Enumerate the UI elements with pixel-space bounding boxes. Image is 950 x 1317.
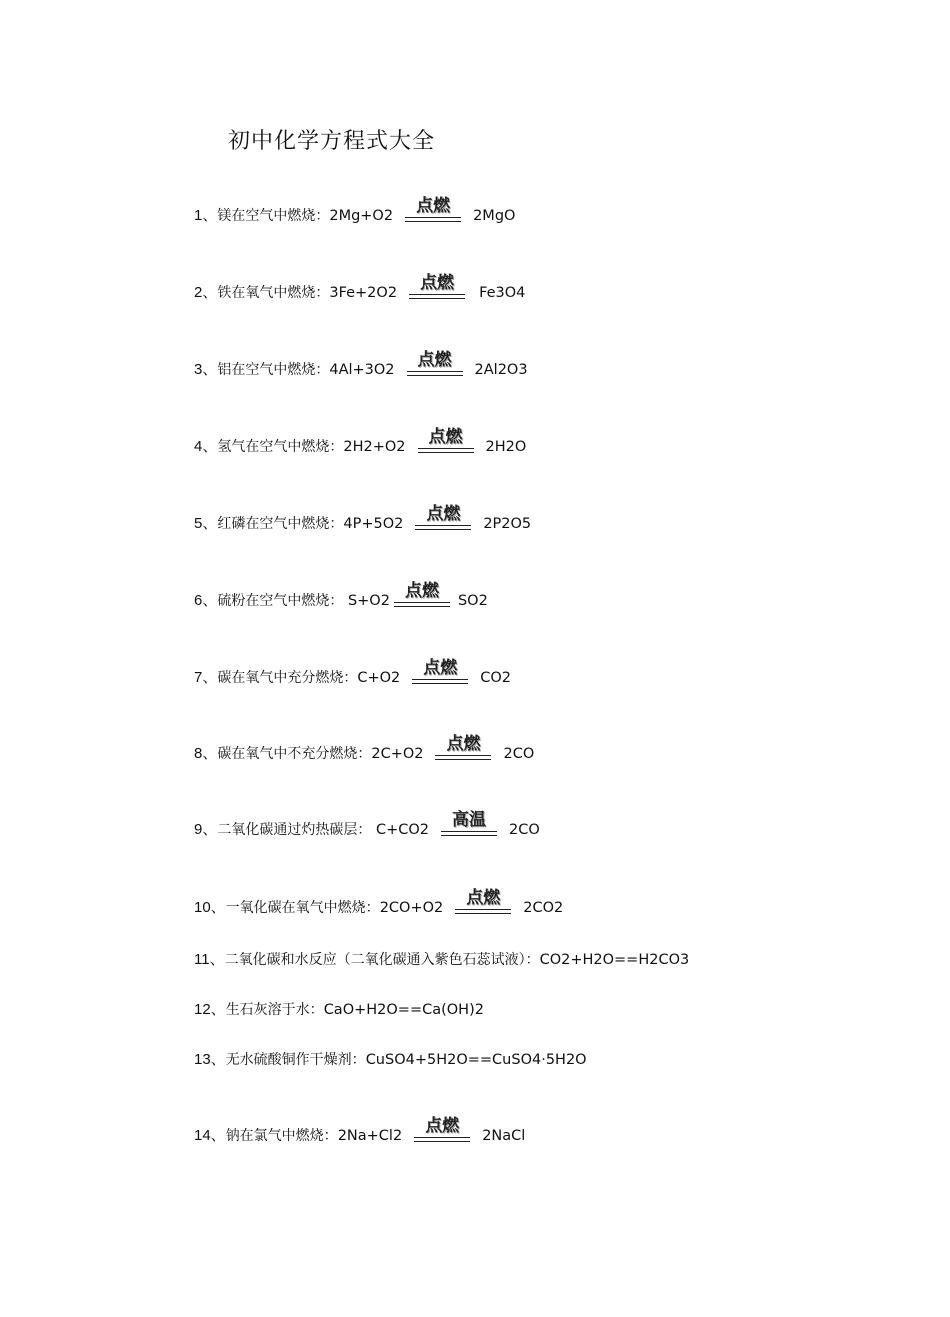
- reactants: S+O2: [343, 593, 390, 609]
- reaction-condition: [409, 273, 465, 299]
- equation-number: 3、: [194, 361, 218, 378]
- equation-number: 7、: [194, 669, 218, 686]
- equation-8: [194, 734, 535, 764]
- reaction-condition: [455, 888, 511, 914]
- reaction-condition: [412, 658, 468, 684]
- formula: CuSO4+5H2O==CuSO4·5H2O: [365, 1052, 587, 1068]
- reaction-condition: [441, 810, 497, 836]
- reactants: 2H2+O2: [343, 439, 406, 455]
- equation-number: 11、: [194, 951, 225, 968]
- condition-label: 点燃: [425, 1116, 460, 1136]
- reaction-condition: [405, 196, 461, 222]
- equation-number: 12、: [194, 1001, 226, 1018]
- equation-11: [194, 950, 689, 970]
- reactants: 2C+O2: [371, 746, 424, 762]
- equation-description: 碳在氧气中充分燃烧：: [217, 670, 358, 686]
- equation-description: 生石灰溶于水：: [225, 1002, 324, 1018]
- condition-label: 点燃: [446, 734, 481, 754]
- double-line: [394, 602, 450, 607]
- equation-description: 镁在空气中燃烧：: [217, 208, 330, 224]
- equation-description: 钠在氯气中燃烧：: [225, 1128, 338, 1144]
- formula: CaO+H2O==Ca(OH)2: [323, 1002, 484, 1018]
- equation-description: 一氧化碳在氧气中燃烧：: [225, 900, 380, 916]
- equation-4: [194, 427, 527, 457]
- equation-number: 2、: [194, 284, 218, 301]
- reaction-condition: [415, 504, 471, 530]
- products: 2Al2O3: [474, 362, 528, 378]
- equation-number: 1、: [194, 207, 218, 224]
- equation-description: 铝在空气中燃烧：: [217, 362, 330, 378]
- equation-description: 氢气在空气中燃烧：: [217, 439, 344, 455]
- double-line: [405, 217, 461, 222]
- double-line: [415, 525, 471, 530]
- reaction-condition: [407, 350, 463, 376]
- equation-12: [194, 1000, 484, 1020]
- reactants: 2Na+Cl2: [337, 1128, 403, 1144]
- equation-description: 碳在氧气中不充分燃烧：: [217, 746, 372, 762]
- condition-label: 高温: [452, 810, 486, 830]
- products: CO2: [480, 670, 512, 686]
- condition-label: 点燃: [426, 504, 461, 524]
- equation-description: 二氧化碳和水反应（二氧化碳通入紫色石蕊试液）：: [224, 952, 540, 968]
- double-line: [407, 371, 463, 376]
- formula: CO2+H2O==H2CO3: [539, 952, 690, 968]
- products: 2H2O: [485, 439, 527, 455]
- condition-label: 点燃: [417, 350, 452, 370]
- reaction-condition: [418, 427, 474, 453]
- products: Fe3O4: [479, 285, 526, 301]
- equation-14: [194, 1116, 526, 1146]
- reactants: 3Fe+2O2: [329, 285, 398, 301]
- reactants: 4Al+3O2: [329, 362, 395, 378]
- equation-5: [194, 504, 532, 534]
- equation-number: 6、: [194, 592, 218, 609]
- page-title: 初中化学方程式大全: [228, 129, 436, 154]
- equation-number: 9、: [194, 821, 218, 838]
- reactants: 4P+5O2: [343, 516, 404, 532]
- condition-label: 点燃: [404, 581, 439, 601]
- equation-number: 4、: [194, 438, 218, 455]
- equation-number: 10、: [194, 899, 226, 916]
- products: SO2: [457, 593, 488, 609]
- condition-label: 点燃: [416, 196, 451, 216]
- condition-label: 点燃: [423, 658, 458, 678]
- products: 2CO: [509, 822, 540, 838]
- equation-10: [194, 888, 564, 918]
- products: 2P2O5: [483, 516, 532, 532]
- products: 2CO: [503, 746, 535, 762]
- equation-description: 二氧化碳通过灼热碳层：: [217, 822, 372, 838]
- equation-number: 8、: [194, 745, 218, 762]
- equation-number: 14、: [194, 1127, 226, 1144]
- reactants: 2Mg+O2: [329, 208, 394, 224]
- equation-description: 无水硫酸铜作干燥剂：: [225, 1052, 366, 1068]
- equation-13: [194, 1050, 587, 1070]
- reaction-condition: [435, 734, 491, 760]
- equation-2: [194, 273, 526, 303]
- equation-description: 硫粉在空气中燃烧：: [217, 593, 344, 609]
- double-line: [435, 755, 491, 760]
- double-line: [455, 909, 511, 914]
- condition-label: 点燃: [428, 427, 463, 447]
- equation-9: [194, 810, 540, 840]
- double-line: [418, 448, 474, 453]
- reactants: C+O2: [357, 670, 401, 686]
- double-line: [409, 294, 465, 299]
- products: 2MgO: [473, 208, 516, 224]
- equation-1: [194, 196, 516, 226]
- equation-7: [194, 658, 512, 688]
- reactants: C+CO2: [371, 822, 429, 838]
- double-line: [441, 831, 497, 836]
- double-line: [414, 1137, 470, 1142]
- products: 2CO2: [523, 900, 564, 916]
- condition-label: 点燃: [420, 273, 455, 293]
- equation-3: [194, 350, 528, 380]
- products: 2NaCl: [482, 1128, 526, 1144]
- condition-label: 点燃: [466, 888, 501, 908]
- equation-description: 红磷在空气中燃烧：: [217, 516, 344, 532]
- reaction-condition: [414, 1116, 470, 1142]
- equation-number: 5、: [194, 515, 218, 532]
- equation-6: [194, 581, 488, 611]
- double-line: [412, 679, 468, 684]
- reaction-condition: [394, 581, 450, 607]
- equation-description: 铁在氧气中燃烧：: [217, 285, 330, 301]
- equation-number: 13、: [194, 1051, 226, 1068]
- reactants: 2CO+O2: [379, 900, 444, 916]
